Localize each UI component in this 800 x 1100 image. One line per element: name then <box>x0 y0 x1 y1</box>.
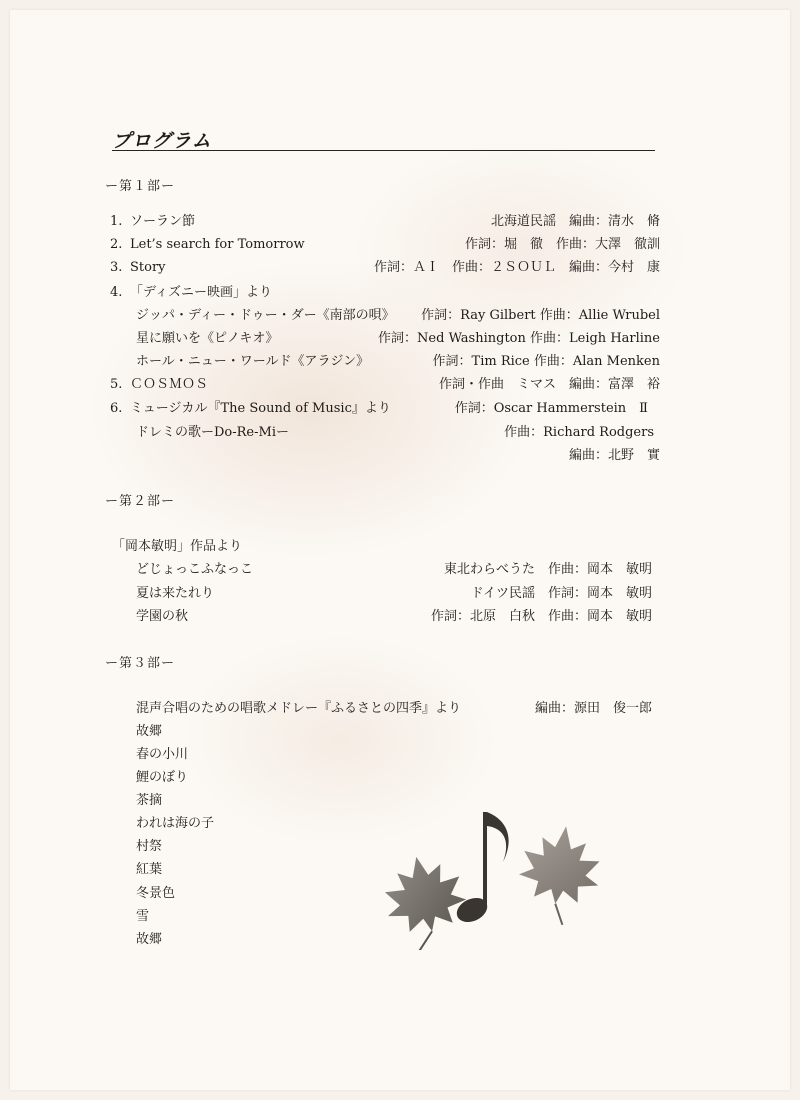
song-item: 冬景色 <box>136 886 176 901</box>
item-title: 星に願いを《ピノキオ》 <box>136 331 279 346</box>
program-subitem <box>110 446 660 466</box>
item-credit: 作詞：北原 白秋 作曲：岡本 敏明 <box>430 609 652 624</box>
part3-heading: ー第３部ー <box>105 656 176 671</box>
maple-leaf-icon <box>513 821 606 929</box>
item-title: 5. ＣＯＳＭＯＳ <box>110 375 208 395</box>
item-number: 1. <box>110 214 123 229</box>
program-item-5 <box>110 375 660 395</box>
item-credit: 東北わらべうた 作曲：岡本 敏明 <box>443 562 652 577</box>
item-title: 夏は来たれり <box>136 586 215 601</box>
item-credit: 編曲：北野 實 <box>568 448 660 463</box>
item-title: ホール・ニュー・ワールド《アラジン》 <box>136 354 370 369</box>
program-subitem <box>110 329 660 349</box>
program-item-3 <box>110 258 660 278</box>
item-title: 学園の秋 <box>136 609 189 624</box>
song-item: 鯉のぼり <box>136 770 189 785</box>
program-item-2 <box>110 235 660 255</box>
page-title: プログラム <box>112 130 212 152</box>
title-underline <box>112 150 655 151</box>
medley-credit: 編曲：源田 俊一郎 <box>534 701 652 716</box>
item-credit: 北海道民謡 編曲：清水 脩 <box>490 214 660 229</box>
item-credit: 作詞：Ned Washington 作曲：Leigh Harline <box>378 331 660 346</box>
program-subitem <box>110 352 660 372</box>
program-subitem <box>110 423 660 443</box>
leaves-and-note-decoration <box>365 790 615 950</box>
song-item: 茶摘 <box>136 793 163 808</box>
item-credit: 作詞：Tim Rice 作曲：Alan Menken <box>432 354 660 369</box>
program-item <box>110 607 652 627</box>
item-credit: 作詞：Oscar Hammerstein Ⅱ <box>454 401 648 416</box>
item-credit: 作詞：ＡＩ 作曲：２ＳＯＵＬ 編曲：今村 康 <box>373 260 660 275</box>
program-item <box>110 560 652 580</box>
song-item: 村祭 <box>136 839 163 854</box>
part1-heading: ー第１部ー <box>105 179 176 194</box>
item-title: 2. Let’s search for Tomorrow <box>110 235 305 255</box>
song-item: われは海の子 <box>136 816 215 831</box>
program-item <box>110 584 652 604</box>
song-item: 故郷 <box>136 932 163 947</box>
item-credit: 作曲：Richard Rodgers <box>504 425 654 440</box>
song-item: 故郷 <box>136 724 163 739</box>
song-item: 紅葉 <box>136 862 163 877</box>
item-title: 4. 「ディズニー映画」より <box>110 283 272 303</box>
item-number: 6. <box>110 401 123 416</box>
item-title: 3. Story <box>110 258 166 278</box>
item-credit: 作詞：Ray Gilbert 作曲：Allie Wrubel <box>421 308 660 323</box>
medley-title: 混声合唱のための唱歌メドレー『ふるさとの四季』より <box>136 701 462 716</box>
music-note-icon <box>453 812 509 927</box>
program-item-4 <box>110 283 660 303</box>
item-number: 3. <box>110 260 123 275</box>
part2-intro: 「岡本敏明」作品より <box>112 539 243 554</box>
item-title: どじょっこふなっこ <box>136 562 254 577</box>
program-item-6 <box>110 399 660 419</box>
program-subitem <box>110 306 660 326</box>
item-title: 1. ソーラン節 <box>110 212 195 232</box>
item-title: ジッパ・ディー・ドゥー・ダー《南部の唄》 <box>136 308 395 323</box>
item-number: 2. <box>110 237 123 252</box>
item-title: ドレミの歌ーDo-Re-Miー <box>136 425 289 440</box>
program-item-1 <box>110 212 660 232</box>
item-number: 5. <box>110 377 123 392</box>
item-credit: 作詞：堀 徹 作曲：大澤 徹訓 <box>464 237 660 252</box>
song-item: 雪 <box>136 909 150 924</box>
part3-intro <box>110 699 652 719</box>
part2-heading: ー第２部ー <box>105 494 176 509</box>
maple-leaf-icon <box>377 849 476 950</box>
item-credit: 作詞・作曲 ミマス 編曲：富澤 裕 <box>438 377 660 392</box>
song-item: 春の小川 <box>136 747 189 762</box>
item-title: 6. ミュージカル『The Sound of Music』より <box>110 399 391 419</box>
item-credit: ドイツ民謡 作詞：岡本 敏明 <box>470 586 652 601</box>
item-number: 4. <box>110 285 123 300</box>
